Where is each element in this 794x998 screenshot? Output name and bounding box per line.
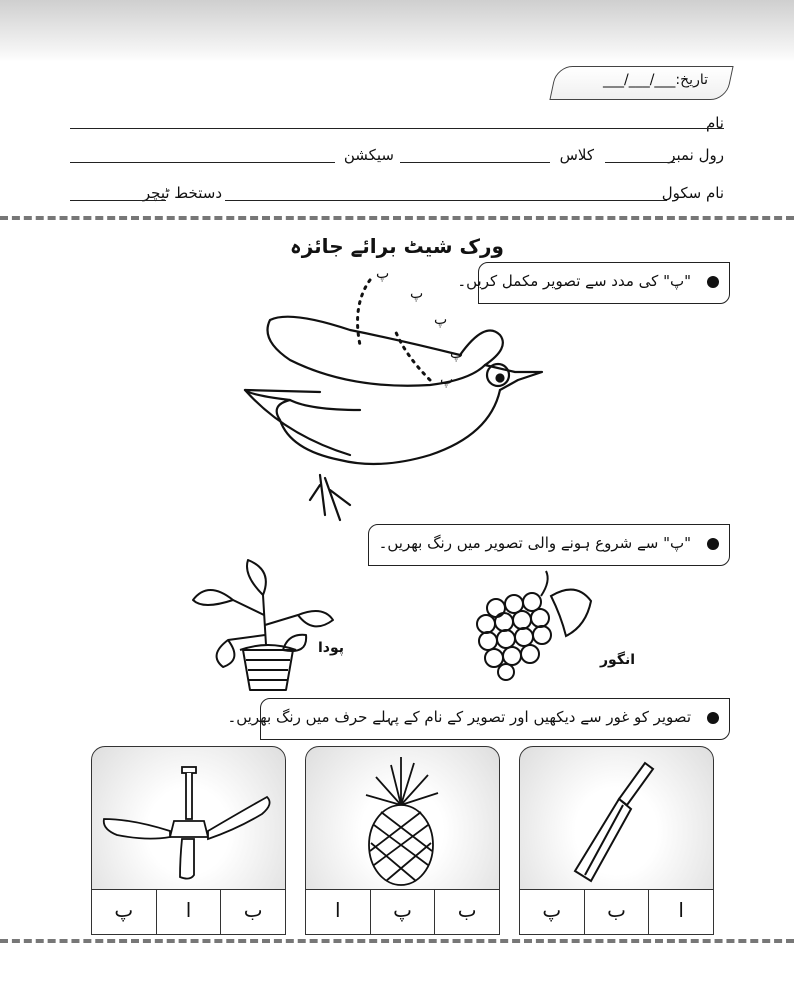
bullet-icon [707,712,719,724]
letter-option[interactable]: ا [648,890,713,934]
section-line[interactable] [70,162,335,163]
letter-option[interactable]: ا [335,898,341,922]
name-line[interactable] [70,128,724,129]
roll-number-label: رول نمبر [668,146,724,164]
letter-choices-bat [520,889,713,934]
school-line[interactable] [225,200,667,201]
cricket-bat-illustration [565,759,665,887]
instruction-1-text: "پ" کی مدد سے تصویر مکمل کریں۔ [457,272,691,290]
grapes-illustration[interactable] [466,566,596,681]
letter-choices-pineapple [306,889,499,934]
teacher-sign-line[interactable] [70,200,166,201]
bullet-icon [707,538,719,550]
dot-letter-2: پ [410,286,424,302]
card-pineapple [305,746,500,935]
date-field[interactable]: تاریخ:___/___/___ [602,72,708,88]
letter-option[interactable]: ب [434,890,499,934]
worksheet-title: ورک شیٹ برائے جائزہ [290,234,504,258]
dot-letter-3: پ [434,312,448,328]
instruction-3-text: تصویر کو غور سے دیکھیں اور تصویر کے نام کے پہلے حرف میں رنگ بھریں۔ [227,708,691,726]
top-band [0,0,794,62]
pineapple-illustration [346,755,456,887]
name-label: نام [705,114,724,132]
plant-illustration[interactable] [188,555,338,695]
teacher-sign-label: دستخط ٹیچر [142,184,222,202]
letter-option[interactable]: ب [584,890,649,934]
section-label: سیکشن [343,146,394,164]
divider-top [0,216,794,220]
ceiling-fan-illustration [102,759,275,887]
instruction-2-text: "پ" سے شروع ہونے والی تصویر میں رنگ بھریں۔ [378,534,691,552]
letter-option[interactable]: ب [220,890,285,934]
instruction-3 [227,698,730,740]
caption-plant: پودا [318,640,345,656]
letter-option[interactable]: پ [370,890,435,934]
letter-option[interactable]: پ [542,898,562,922]
class-label: کلاس [559,146,594,164]
dot-letter-1: پ [376,266,390,282]
letter-option[interactable]: پ [114,898,134,922]
card-cricket-bat [519,746,714,935]
roll-number-line[interactable] [605,162,675,163]
class-line[interactable] [400,162,550,163]
card-fan [91,746,286,935]
instruction-2 [368,524,730,566]
bird-illustration[interactable] [230,260,560,525]
school-label: نام سکول [661,184,724,202]
divider-bottom [0,939,794,943]
dot-letter-4: پ [450,346,464,362]
letter-option[interactable]: ا [156,890,221,934]
dot-letter-5: پ [440,372,454,388]
bullet-icon [707,276,719,288]
letter-choices-fan [92,889,285,934]
caption-grapes: انگور [600,652,636,668]
